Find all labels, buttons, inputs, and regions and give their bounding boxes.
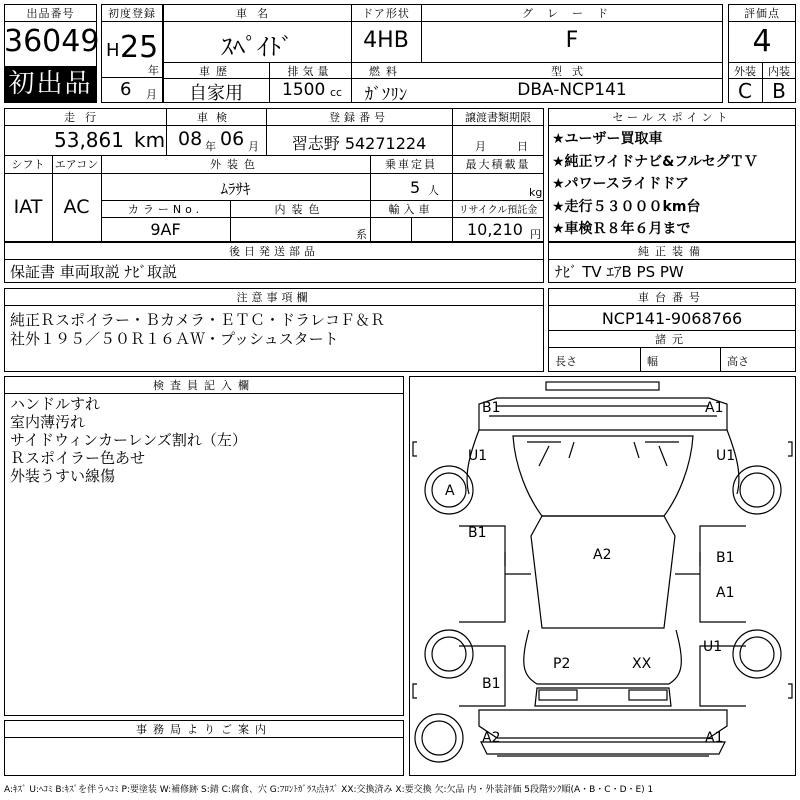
damage-code-a2-rear-left: A2 xyxy=(482,730,501,746)
plate-number: 習志野 54271224 xyxy=(291,134,427,153)
intcolor-unit: 系 xyxy=(356,228,367,241)
damage-code-u1-right-rear: U1 xyxy=(703,639,723,655)
chassis-label: 車台番号 xyxy=(638,291,706,304)
damage-code-u1-right: U1 xyxy=(716,448,736,464)
maxload-label: 最大積載量 xyxy=(465,158,531,171)
sales-point-item: ★パワースライドドア xyxy=(552,176,690,192)
inspector-note: Ｒスポイラー色あせ xyxy=(10,449,146,467)
km-unit: km xyxy=(134,128,166,152)
cc-unit: cc xyxy=(330,86,343,99)
height-label: 高さ xyxy=(727,355,749,368)
later-parts-label: 後日発送部品 xyxy=(229,245,319,258)
notes-label: 注意事項欄 xyxy=(236,291,312,304)
car-diagram xyxy=(409,376,796,776)
mileage: 53,861 xyxy=(54,128,124,152)
capacity: 5 xyxy=(410,178,421,197)
later-parts: 保証書 車両取説 ﾅﾋﾞ取説 xyxy=(10,263,178,281)
first-reg-label: 初度登録 xyxy=(108,7,156,20)
damage-code-p2: P2 xyxy=(553,656,571,672)
sales-point-item: ★走行５３０００km台 xyxy=(552,198,701,215)
car-name-label: 車名 xyxy=(236,7,278,20)
mileage-label: 走行 xyxy=(64,111,106,124)
transfer-day: 日 xyxy=(517,140,528,153)
inspector-note: 外装うすい線傷 xyxy=(10,467,116,485)
sales-points-list xyxy=(552,128,796,241)
inspector-note: サイドウィンカーレンズ割れ（左） xyxy=(10,431,247,449)
damage-code-b1-front-left: B1 xyxy=(482,400,501,416)
door-label: ドア形状 xyxy=(362,7,410,20)
insp-month-unit: 月 xyxy=(248,140,259,153)
insp-month: 06 xyxy=(220,128,245,150)
colorno-label: カラーNo. xyxy=(127,203,204,216)
lot-label: 出品番号 xyxy=(26,7,75,20)
sales-point-item: ★車検Ｒ８年６月まで xyxy=(552,221,691,237)
score-label: 評価点 xyxy=(744,7,780,20)
grade-label: グレード xyxy=(522,7,622,20)
sales-points-label: セールスポイント xyxy=(612,111,732,124)
fuel: ｶﾞｿﾘﾝ xyxy=(364,85,408,105)
sales-point-item: ★ユーザー買取車 xyxy=(552,131,663,147)
score: 4 xyxy=(752,24,772,59)
damage-code-a-wheel: A xyxy=(445,483,455,499)
damage-code-a2-roof: A2 xyxy=(593,547,612,563)
exterior-label: 外装 xyxy=(734,65,756,78)
model-label: 型式 xyxy=(551,65,593,78)
maxload-unit: kg xyxy=(529,186,543,199)
plate-label: 登録番号 xyxy=(329,111,389,124)
interior-label: 内装 xyxy=(768,65,790,78)
first-reg-year: 25 xyxy=(120,30,159,65)
damage-code-b1-right: B1 xyxy=(716,550,735,566)
damage-code-u1-left: U1 xyxy=(468,448,488,464)
inspection-label: 車検 xyxy=(197,111,235,124)
era: H xyxy=(106,40,120,61)
recycle-unit: 円 xyxy=(530,228,541,241)
color-number: 9AF xyxy=(150,220,181,239)
insp-year: 08 xyxy=(178,128,203,150)
history: 自家用 xyxy=(189,83,243,104)
aircon: AC xyxy=(63,196,90,218)
shift-label: シフト xyxy=(11,158,45,171)
insp-year-unit: 年 xyxy=(205,140,216,153)
grade: F xyxy=(565,28,579,53)
inspector-notes xyxy=(10,395,247,485)
month-unit: 月 xyxy=(146,88,157,101)
inspector-note: ハンドルすれ xyxy=(10,395,101,413)
exterior-color: ﾑﾗｻｷ xyxy=(220,180,251,198)
damage-code-b1-rear-left: B1 xyxy=(482,676,501,692)
length-label: 長さ xyxy=(555,355,577,368)
intcolor-label: 内装色 xyxy=(274,203,326,216)
notes-line-2: 社外１９５／５０Ｒ１６ＡＷ・プッシュスタート xyxy=(10,330,339,348)
width-label: 幅 xyxy=(647,355,658,368)
displacement-label: 排気量 xyxy=(287,65,333,78)
transfer-month: 月 xyxy=(475,140,486,153)
year-unit: 年 xyxy=(148,64,159,77)
transfer-label: 譲渡書類期限 xyxy=(465,111,531,124)
door-type: 4HB xyxy=(363,28,409,53)
inspector-label: 検査員記入欄 xyxy=(153,379,255,392)
color-label: 外装色 xyxy=(210,158,261,171)
genuine-equipment: ﾅﾋﾞ TV ｴｱB PS PW xyxy=(555,263,684,281)
model: DBA-NCP141 xyxy=(517,80,627,100)
capacity-label: 乗車定員 xyxy=(385,158,437,171)
shift: IAT xyxy=(13,196,43,218)
genuine-equipment-label: 純正装備 xyxy=(638,245,706,258)
recycle-fee: 10,210 xyxy=(467,220,523,239)
car-name: ｽﾍﾟｲﾄﾞ xyxy=(221,33,293,61)
sales-point-item: ★純正ワイドナビ&フルセグＴＶ xyxy=(552,153,758,170)
inspector-note: 室内薄汚れ xyxy=(10,413,86,431)
damage-code-a1-rear-right: A1 xyxy=(705,730,724,746)
history-label: 車歴 xyxy=(199,65,233,78)
new-listing-badge: 初出品 xyxy=(5,66,96,102)
legend: A:ｷｽﾞ U:ﾍｺﾐ B:ｷｽﾞを伴うﾍｺﾐ P:要塗装 W:補修跡 S:錆 C:腐食、穴 G:ﾌﾛﾝﾄｶﾞﾗｽ点ｷｽﾞ XX:交換済み X:要交換 欠:欠品 内・外装評価 5段階ﾗﾝｸ順(A・B・C・D・E) 1 xyxy=(4,785,654,795)
fuel-label: 燃料 xyxy=(369,65,403,78)
dimensions-label: 諸元 xyxy=(655,333,689,346)
lot-number: 36049 xyxy=(4,24,100,59)
chassis-number: NCP141-9068766 xyxy=(601,309,743,328)
office-label: 事務局よりご案内 xyxy=(136,723,272,736)
damage-code-a1-right: A1 xyxy=(716,585,735,601)
damage-code-b1-left-door: B1 xyxy=(468,525,487,541)
import-label: 輸入車 xyxy=(388,203,434,216)
first-reg-month: 6 xyxy=(120,79,132,100)
exterior-grade: C xyxy=(738,79,752,103)
recycle-label: リサイクル預託金 xyxy=(458,205,538,216)
notes-line-1: 純正Ｒスポイラー・Ｂカメラ・ＥＴＣ・ドラレコＦ＆Ｒ xyxy=(10,311,386,329)
interior-grade: B xyxy=(772,79,786,103)
damage-code-a1-front-right: A1 xyxy=(705,400,724,416)
displacement: 1500 xyxy=(282,80,326,100)
damage-code-xx: XX xyxy=(632,656,652,672)
capacity-unit: 人 xyxy=(428,184,439,197)
ac-label: エアコン xyxy=(54,158,99,171)
